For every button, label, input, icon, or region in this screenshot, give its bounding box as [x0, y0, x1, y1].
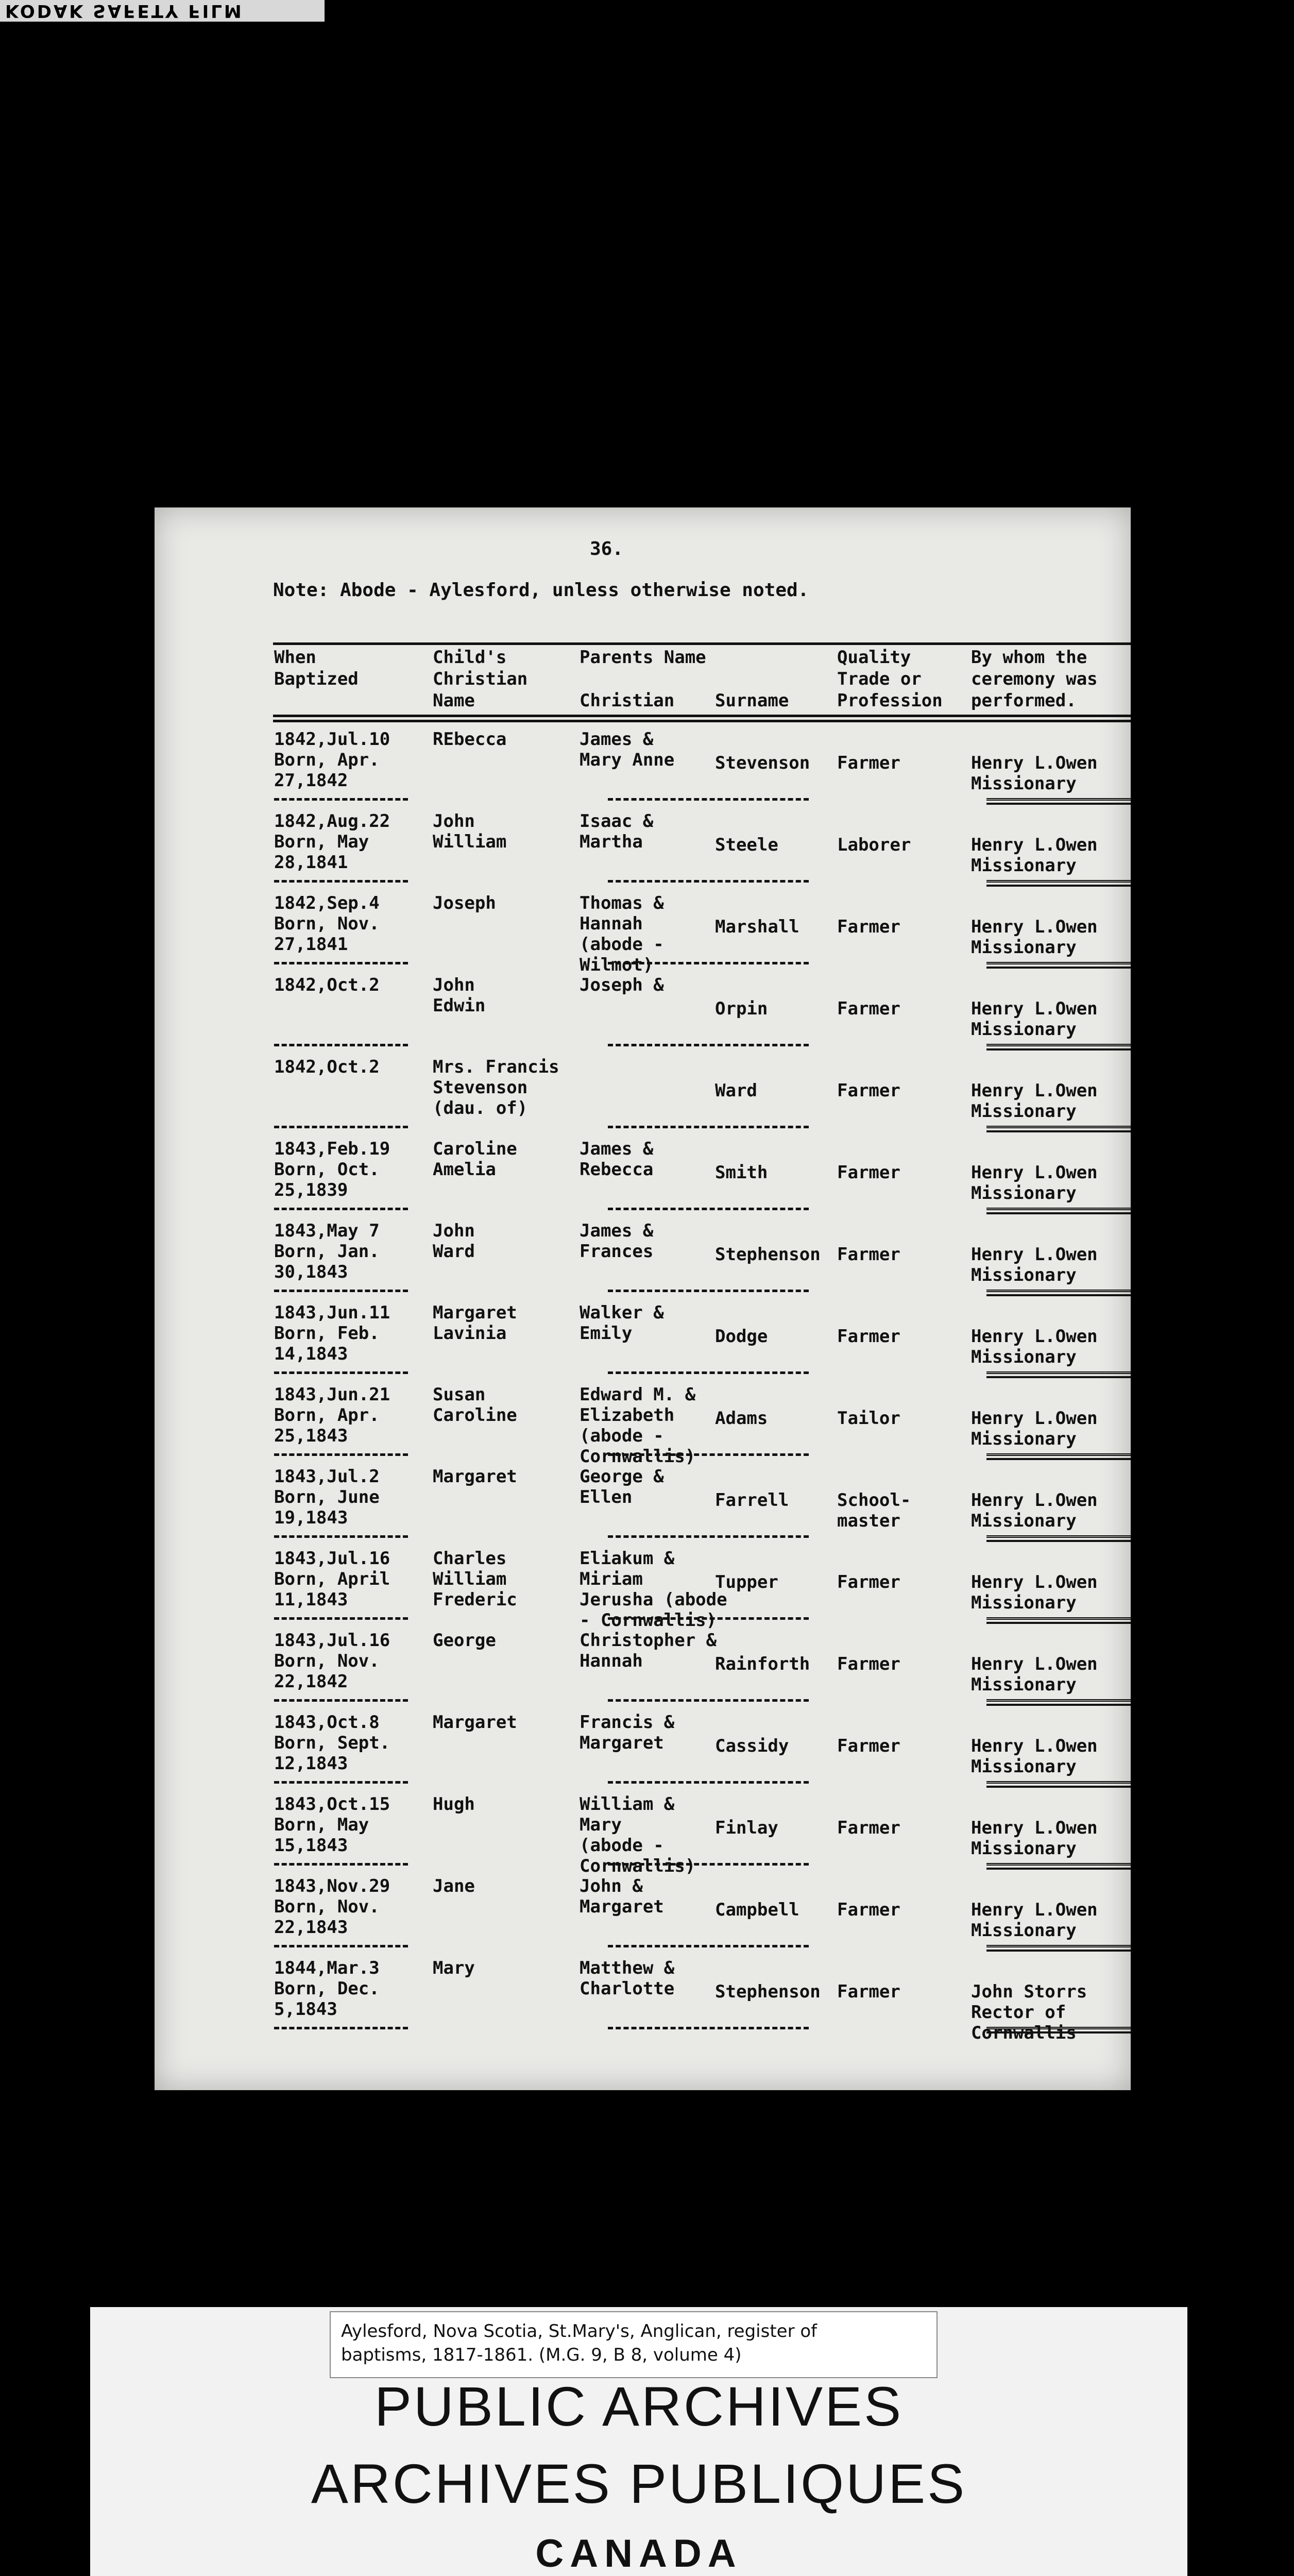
header-quality-trade: Quality Trade or Profession: [837, 647, 943, 711]
record-when-baptized: 1842,Oct.2: [274, 975, 380, 995]
record-when-baptized: 1843,Jul.16 Born, April 11,1843: [274, 1548, 390, 1610]
record-row: [155, 729, 1131, 810]
film-edge-label: KODAK SAFETY FILM: [0, 0, 325, 22]
record-parents-christian: Edward M. & Elizabeth (abode - Cornwallis): [580, 1384, 696, 1467]
archives-card: [90, 2307, 1187, 2576]
record-parents-underline: [608, 1781, 809, 1784]
public-archives-title: PUBLIC ARCHIVES: [374, 2375, 904, 2437]
record-officiant: Henry L.Owen Missionary: [971, 998, 1098, 1040]
record-surname: Steele: [715, 835, 778, 855]
record-officiant-underline: [986, 1535, 1131, 1542]
record-date-underline: [274, 1126, 408, 1128]
record-trade: Farmer: [837, 1981, 900, 2002]
record-when-baptized: 1843,Jul.2 Born, June 19,1843: [274, 1466, 380, 1528]
record-surname: Adams: [715, 1408, 768, 1429]
record-when-baptized: 1843,Oct.15 Born, May 15,1843: [274, 1794, 390, 1856]
record-row: [155, 1548, 1131, 1630]
record-trade: Farmer: [837, 1736, 900, 1756]
record-officiant-underline: [986, 1945, 1131, 1952]
record-parents-underline: [608, 798, 809, 801]
record-officiant-underline: [986, 2027, 1131, 2033]
record-surname: Campbell: [715, 1900, 799, 1920]
record-trade: Farmer: [837, 917, 900, 937]
record-row: [155, 975, 1131, 1056]
record-officiant-underline: [986, 880, 1131, 887]
record-officiant: Henry L.Owen Missionary: [971, 1654, 1098, 1695]
record-parents-underline: [608, 1863, 809, 1866]
record-row: [155, 893, 1131, 974]
record-child-name: George: [433, 1630, 496, 1651]
record-officiant-underline: [986, 1044, 1131, 1050]
record-when-baptized: 1842,Sep.4 Born, Nov. 27,1841: [274, 893, 380, 955]
record-row: [155, 1876, 1131, 1957]
record-child-name: Hugh: [433, 1794, 475, 1815]
record-parents-underline: [608, 880, 809, 883]
record-surname: Stephenson: [715, 1244, 821, 1265]
record-row: [155, 1630, 1131, 1711]
record-when-baptized: 1844,Mar.3 Born, Dec. 5,1843: [274, 1958, 380, 2020]
record-parents-christian: Eliakum & Miriam Jerusha (abode - Cornwallis): [580, 1548, 727, 1631]
record-surname: Stephenson: [715, 1981, 821, 2002]
reference-label: [330, 2311, 938, 2378]
record-officiant: Henry L.Owen Missionary: [971, 1736, 1098, 1777]
record-parents-christian: James & Mary Anne: [580, 729, 675, 770]
record-date-underline: [274, 1617, 408, 1620]
record-date-underline: [274, 1044, 408, 1046]
record-row: [155, 811, 1131, 892]
header-parents-name: Parents Name: [580, 647, 706, 668]
record-row: [155, 1057, 1131, 1138]
record-when-baptized: 1843,Jun.21 Born, Apr. 25,1843: [274, 1384, 390, 1446]
record-when-baptized: 1843,Oct.8 Born, Sept. 12,1843: [274, 1712, 390, 1774]
record-trade: Farmer: [837, 1244, 900, 1265]
record-child-name: Mary: [433, 1958, 475, 1978]
record-officiant: Henry L.Owen Missionary: [971, 1490, 1098, 1531]
record-parents-underline: [608, 2027, 809, 2029]
record-surname: Orpin: [715, 998, 768, 1019]
record-parents-christian: James & Rebecca: [580, 1139, 654, 1180]
record-date-underline: [274, 1453, 408, 1456]
record-trade: Laborer: [837, 835, 911, 855]
reference-line-1: Aylesford, Nova Scotia, St.Mary's, Anglican, register of: [341, 2321, 818, 2342]
record-parents-christian: Christopher & Hannah: [580, 1630, 717, 1671]
record-child-name: John Ward: [433, 1221, 475, 1262]
record-officiant-underline: [986, 1781, 1131, 1788]
register-page: [155, 507, 1131, 2090]
record-parents-christian: Walker & Emily: [580, 1302, 664, 1344]
record-officiant-underline: [986, 1699, 1131, 1706]
header-parents-christian: Christian: [580, 690, 675, 711]
record-officiant: Henry L.Owen Missionary: [971, 1244, 1098, 1285]
record-trade: Farmer: [837, 1654, 900, 1674]
record-parents-christian: Thomas & Hannah (abode - Wilmot): [580, 893, 664, 975]
record-date-underline: [274, 798, 408, 801]
reference-line-2: baptisms, 1817-1861. (M.G. 9, B 8, volume 4): [341, 2345, 742, 2365]
record-parents-underline: [608, 1945, 809, 1947]
record-parents-christian: William & Mary (abode - Cornwallis): [580, 1794, 696, 1876]
record-parents-underline: [608, 1126, 809, 1128]
record-parents-christian: Joseph &: [580, 975, 664, 995]
record-parents-underline: [608, 1617, 809, 1620]
record-parents-christian: John & Margaret: [580, 1876, 664, 1917]
record-child-name: Margaret: [433, 1466, 517, 1487]
record-when-baptized: 1843,Nov.29 Born, Nov. 22,1843: [274, 1876, 390, 1938]
record-parents-christian: George & Ellen: [580, 1466, 664, 1507]
header-child-name: Child's Christian Name: [433, 647, 528, 711]
record-row: [155, 1221, 1131, 1302]
record-officiant-underline: [986, 962, 1131, 969]
record-officiant: Henry L.Owen Missionary: [971, 1900, 1098, 1941]
baptism-records: [155, 507, 1131, 2090]
record-officiant: Henry L.Owen Missionary: [971, 835, 1098, 876]
record-row: [155, 1958, 1131, 2043]
record-date-underline: [274, 1945, 408, 1947]
record-officiant: Henry L.Owen Missionary: [971, 1818, 1098, 1859]
record-parents-underline: [608, 1044, 809, 1046]
record-trade: Farmer: [837, 1818, 900, 1838]
record-row: [155, 1466, 1131, 1548]
record-parents-christian: Francis & Margaret: [580, 1712, 675, 1753]
record-parents-underline: [608, 1699, 809, 1702]
record-when-baptized: 1843,Jul.16 Born, Nov. 22,1842: [274, 1630, 390, 1692]
record-trade: Farmer: [837, 1900, 900, 1920]
record-surname: Tupper: [715, 1572, 778, 1592]
record-child-name: Margaret Lavinia: [433, 1302, 517, 1344]
header-parents-surname: Surname: [715, 690, 789, 711]
record-row: [155, 1302, 1131, 1384]
record-officiant-underline: [986, 1863, 1131, 1870]
record-surname: Stevenson: [715, 753, 810, 773]
record-date-underline: [274, 1535, 408, 1538]
record-surname: Finlay: [715, 1818, 778, 1838]
record-parents-underline: [608, 1208, 809, 1210]
page-number: 36.: [590, 538, 624, 560]
record-surname: Rainforth: [715, 1654, 810, 1674]
record-officiant: Henry L.Owen Missionary: [971, 917, 1098, 958]
record-child-name: John William: [433, 811, 507, 852]
record-parents-christian: James & Frances: [580, 1221, 654, 1262]
record-surname: Marshall: [715, 917, 799, 937]
record-date-underline: [274, 2027, 408, 2029]
record-when-baptized: 1842,Aug.22 Born, May 28,1841: [274, 811, 390, 873]
record-parents-christian: Isaac & Martha: [580, 811, 654, 852]
record-child-name: Susan Caroline: [433, 1384, 517, 1426]
record-surname: Farrell: [715, 1490, 789, 1511]
record-row: [155, 1794, 1131, 1875]
record-trade: Tailor: [837, 1408, 900, 1429]
record-when-baptized: 1843,May 7 Born, Jan. 30,1843: [274, 1221, 380, 1282]
record-officiant: Henry L.Owen Missionary: [971, 1326, 1098, 1367]
record-row: [155, 1712, 1131, 1793]
record-row: [155, 1384, 1131, 1466]
record-date-underline: [274, 1290, 408, 1292]
record-child-name: Jane: [433, 1876, 475, 1896]
record-date-underline: [274, 1208, 408, 1210]
record-when-baptized: 1843,Jun.11 Born, Feb. 14,1843: [274, 1302, 390, 1364]
record-surname: Dodge: [715, 1326, 768, 1347]
record-officiant-underline: [986, 1453, 1131, 1460]
record-date-underline: [274, 962, 408, 964]
record-officiant-underline: [986, 1126, 1131, 1132]
record-parents-christian: Matthew & Charlotte: [580, 1958, 675, 1999]
record-date-underline: [274, 1781, 408, 1784]
record-parents-underline: [608, 1535, 809, 1538]
header-when-baptized: When Baptized: [274, 647, 359, 689]
record-officiant-underline: [986, 1617, 1131, 1624]
record-date-underline: [274, 1863, 408, 1866]
abode-note: Note: Abode - Aylesford, unless otherwise noted.: [273, 580, 809, 601]
record-officiant: Henry L.Owen Missionary: [971, 1408, 1098, 1449]
record-surname: Smith: [715, 1162, 768, 1183]
record-officiant: Henry L.Owen Missionary: [971, 1572, 1098, 1613]
record-officiant-underline: [986, 1371, 1131, 1378]
record-parents-underline: [608, 1290, 809, 1292]
record-surname: Cassidy: [715, 1736, 789, 1756]
record-child-name: Charles William Frederic: [433, 1548, 517, 1610]
record-officiant: Henry L.Owen Missionary: [971, 753, 1098, 794]
record-when-baptized: 1843,Feb.19 Born, Oct. 25,1839: [274, 1139, 390, 1200]
record-child-name: REbecca: [433, 729, 507, 750]
record-trade: Farmer: [837, 1080, 900, 1101]
record-officiant: Henry L.Owen Missionary: [971, 1162, 1098, 1204]
record-trade: Farmer: [837, 1326, 900, 1347]
record-trade: Farmer: [837, 1572, 900, 1592]
canada-title: CANADA: [535, 2532, 742, 2575]
record-child-name: John Edwin: [433, 975, 486, 1016]
record-trade: School- master: [837, 1490, 911, 1531]
record-officiant-underline: [986, 798, 1131, 805]
record-child-name: Margaret: [433, 1712, 517, 1733]
record-parents-underline: [608, 1453, 809, 1456]
record-parents-underline: [608, 962, 809, 964]
record-when-baptized: 1842,Oct.2: [274, 1057, 380, 1077]
record-officiant-underline: [986, 1290, 1131, 1296]
record-officiant-underline: [986, 1208, 1131, 1214]
record-child-name: Mrs. Francis Stevenson (dau. of): [433, 1057, 559, 1118]
record-trade: Farmer: [837, 1162, 900, 1183]
record-date-underline: [274, 1371, 408, 1374]
record-child-name: Joseph: [433, 893, 496, 913]
record-row: [155, 1139, 1131, 1220]
record-trade: Farmer: [837, 753, 900, 773]
record-date-underline: [274, 1699, 408, 1702]
archives-publiques-title: ARCHIVES PUBLIQUES: [311, 2452, 967, 2515]
record-officiant: John Storrs Rector of Cornwallis: [971, 1981, 1087, 2043]
record-officiant: Henry L.Owen Missionary: [971, 1080, 1098, 1122]
record-when-baptized: 1842,Jul.10 Born, Apr. 27,1842: [274, 729, 390, 791]
record-trade: Farmer: [837, 998, 900, 1019]
record-surname: Ward: [715, 1080, 757, 1101]
header-by-whom: By whom the ceremony was performed.: [971, 647, 1098, 711]
record-child-name: Caroline Amelia: [433, 1139, 517, 1180]
record-parents-underline: [608, 1371, 809, 1374]
record-date-underline: [274, 880, 408, 883]
